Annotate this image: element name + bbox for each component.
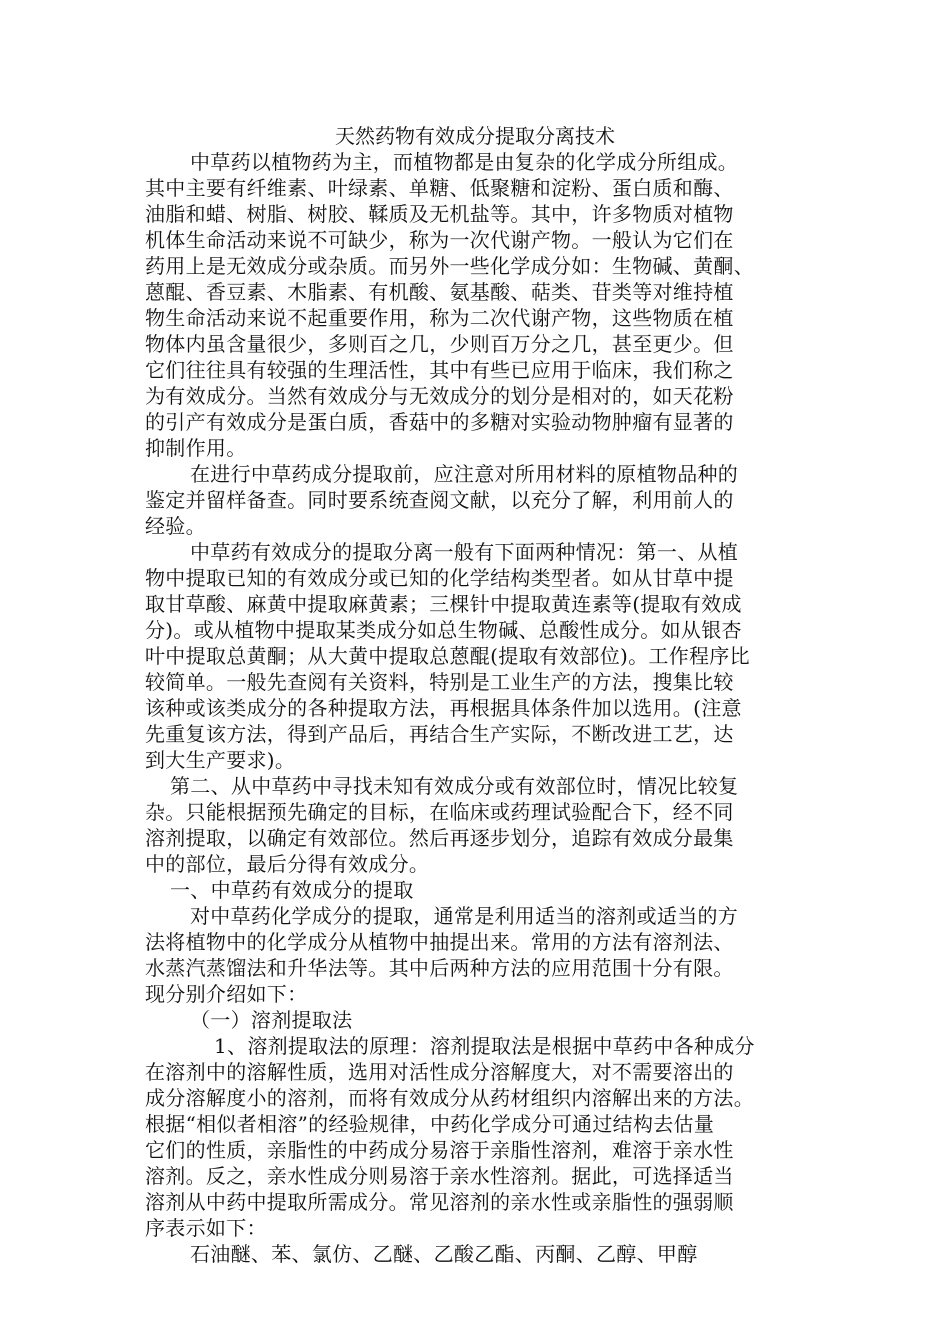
text-line: 分)。或从植物中提取某类成分如总生物碱、总酸性成分。如从银杏 (145, 618, 742, 642)
text-line: 它们的性质，亲脂性的中药成分易溶于亲脂性溶剂，难溶于亲水性 (145, 1138, 734, 1162)
text-line: 机体生命活动来说不可缺少，称为一次代谢产物。一般认为它们在 (145, 228, 734, 252)
text-line: 成分溶解度小的溶剂，而将有效成分从药材组织内溶解出来的方法。 (145, 1086, 754, 1110)
text-line: 在溶剂中的溶解性质，选用对活性成分溶解度大，对不需要溶出的 (145, 1060, 734, 1084)
text-line: 药用上是无效成分或杂质。而另外一些化学成分如：生物碱、黄酮、 (145, 254, 754, 278)
text-line: 中的部位，最后分得有效成分。 (145, 852, 430, 876)
text-line: 法将植物中的化学成分从植物中抽提出来。常用的方法有溶剂法、 (145, 930, 734, 954)
text-line: 物体内虽含量很少，多则百之几，少则百万分之几，甚至更少。但 (145, 332, 734, 356)
text-line: 鉴定并留样备查。同时要系统查阅文献，以充分了解，利用前人的 (145, 488, 734, 512)
text-line: 为有效成分。当然有效成分与无效成分的划分是相对的，如天花粉 (145, 384, 734, 408)
text-line: 序表示如下： (145, 1216, 267, 1240)
text-line: 中草药以植物药为主，而植物都是由复杂的化学成分所组成。 (190, 150, 739, 174)
section-heading: 一、中草药有效成分的提取 (170, 878, 414, 902)
text-line: 该种或该类成分的各种提取方法，再根据具体条件加以选用。(注意 (145, 696, 742, 720)
text-line: 现分别介绍如下： (145, 982, 308, 1006)
text-line: 第二、从中草药中寻找未知有效成分或有效部位时，情况比较复 (170, 774, 739, 798)
text-line: 油脂和蜡、树脂、树胶、鞣质及无机盐等。其中，许多物质对植物 (145, 202, 734, 226)
text-line: 溶剂从中药中提取所需成分。常见溶剂的亲水性或亲脂性的强弱顺 (145, 1190, 734, 1214)
text-line: 石油醚、苯、氯仿、乙醚、乙酸乙酯、丙酮、乙醇、甲醇 (190, 1242, 698, 1266)
subsection-heading: （一）溶剂提取法 (190, 1008, 353, 1032)
text-line: 的引产有效成分是蛋白质，香菇中的多糖对实验动物肿瘤有显著的 (145, 410, 734, 434)
text-line: 物中提取已知的有效成分或已知的化学结构类型者。如从甘草中提 (145, 566, 734, 590)
text-line: 抑制作用。 (145, 436, 247, 460)
text-line: 对中草药化学成分的提取，通常是利用适当的溶剂或适当的方 (190, 904, 739, 928)
text-line: 溶剂。反之，亲水性成分则易溶于亲水性溶剂。据此，可选择适当 (145, 1164, 734, 1188)
document-title: 天然药物有效成分提取分离技术 (335, 124, 615, 148)
text-line: 1、溶剂提取法的原理：溶剂提取法是根据中草药中各种成分 (214, 1034, 755, 1058)
text-line: 溶剂提取，以确定有效部位。然后再逐步划分，追踪有效成分最集 (145, 826, 734, 850)
text-line: 它们往往具有较强的生理活性，其中有些已应用于临床，我们称之 (145, 358, 734, 382)
text-line: 在进行中草药成分提取前，应注意对所用材料的原植物品种的 (190, 462, 739, 486)
text-line: 中草药有效成分的提取分离一般有下面两种情况：第一、从植 (190, 540, 739, 564)
text-line: 根据“相似者相溶”的经验规律，中药化学成分可通过结构去估量 (145, 1112, 715, 1136)
text-line: 物生命活动来说不起重要作用，称为二次代谢产物，这些物质在植 (145, 306, 734, 330)
text-line: 到大生产要求)。 (145, 748, 296, 772)
text-line: 其中主要有纤维素、叶绿素、单糖、低聚糖和淀粉、蛋白质和酶、 (145, 176, 734, 200)
text-line: 杂。只能根据预先确定的目标，在临床或药理试验配合下，经不同 (145, 800, 734, 824)
text-line: 叶中提取总黄酮；从大黄中提取总蒽醌(提取有效部位)。工作程序比 (145, 644, 750, 668)
text-line: 较简单。一般先查阅有关资料，特别是工业生产的方法，搜集比较 (145, 670, 734, 694)
text-line: 先重复该方法，得到产品后，再结合生产实际，不断改进工艺，达 (145, 722, 734, 746)
text-line: 蒽醌、香豆素、木脂素、有机酸、氨基酸、萜类、苷类等对维持植 (145, 280, 734, 304)
text-line: 水蒸汽蒸馏法和升华法等。其中后两种方法的应用范围十分有限。 (145, 956, 734, 980)
text-line: 取甘草酸、麻黄中提取麻黄素；三棵针中提取黄连素等(提取有效成 (145, 592, 742, 616)
text-line: 经验。 (145, 514, 206, 538)
